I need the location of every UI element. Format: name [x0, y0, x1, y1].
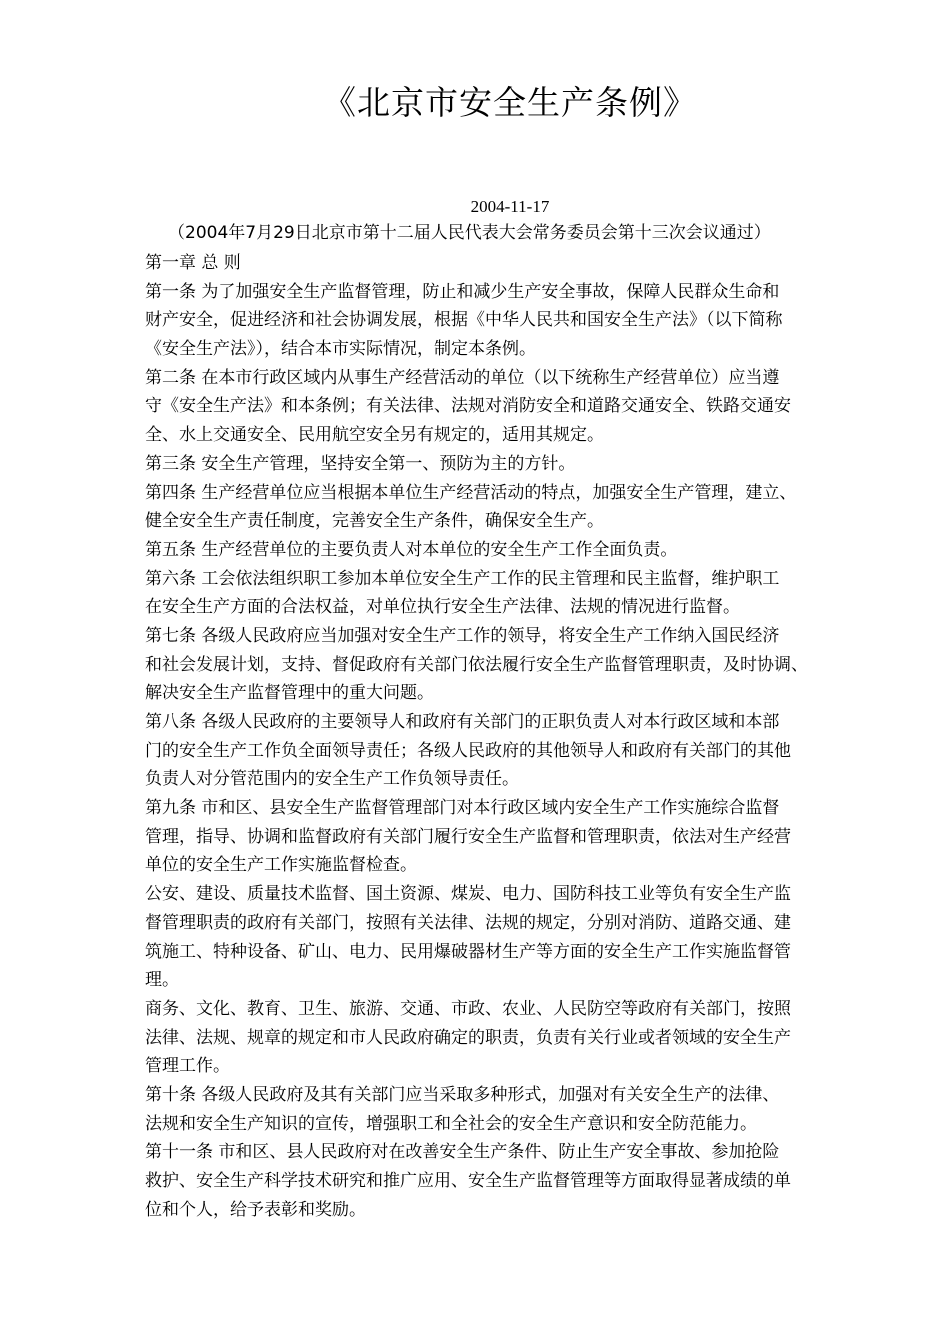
body-text-line: 和社会发展计划，支持、督促政府有关部门依法履行安全生产监督管理职责，及时协调、	[145, 654, 808, 675]
body-text-line: 负责人对分管范围内的安全生产工作负领导责任。	[145, 769, 519, 790]
document-body	[145, 249, 885, 1224]
body-text-line: 《安全生产法》），结合本市实际情况，制定本条例。	[145, 339, 536, 360]
body-text-line: 第九条 市和区、县安全生产监督管理部门对本行政区域内安全生产工作实施综合监督	[145, 798, 780, 819]
body-text-line: 公安、建设、质量技术监督、国土资源、煤炭、电力、国防科技工业等负有安全生产监	[145, 884, 791, 905]
body-text-line: 守《安全生产法》和本条例；有关法律、法规对消防安全和道路交通安全、铁路交通安	[145, 396, 791, 417]
body-text-line: 法规和安全生产知识的宣传，增强职工和全社会的安全生产意识和安全防范能力。	[145, 1113, 757, 1134]
body-text-line: 第二条 在本市行政区域内从事生产经营活动的单位（以下统称生产经营单位）应当遵	[145, 367, 780, 388]
body-text-line: 救护、安全生产科学技术研究和推广应用、安全生产监督管理等方面取得显著成绩的单	[145, 1171, 791, 1191]
body-text-line: 健全安全生产责任制度，完善安全生产条件，确保安全生产。	[145, 511, 604, 532]
document-date: 2004-11-17	[470, 197, 550, 216]
body-text-line: 在安全生产方面的合法权益，对单位执行安全生产法律、法规的情况进行监督。	[145, 597, 740, 618]
body-text-line: 第一条 为了加强安全生产监督管理，防止和减少生产安全事故，保障人民群众生命和	[145, 281, 780, 302]
body-text-line: 筑施工、特种设备、矿山、电力、民用爆破器材生产等方面的安全生产工作实施监督管	[145, 941, 791, 962]
body-text-line: 第一章 总 则	[145, 253, 241, 273]
body-text-line: 位和个人，给予表彰和奖励。	[145, 1199, 366, 1220]
body-text-line: 解决安全生产监督管理中的重大问题。	[145, 683, 434, 704]
body-text-line: 督管理职责的政府有关部门，按照有关法律、法规的规定，分别对消防、道路交通、建	[145, 912, 791, 933]
body-text-line: 第四条 生产经营单位应当根据本单位生产经营活动的特点，加强安全生产管理，建立、	[145, 482, 797, 503]
body-text-line: 管理工作。	[145, 1056, 230, 1077]
body-text-line: 第六条 工会依法组织职工参加本单位安全生产工作的民主管理和民主监督，维护职工	[145, 568, 780, 589]
document-title: 《北京市安全生产条例》	[323, 83, 697, 122]
body-text-line: 财产安全，促进经济和社会协调发展，根据《中华人民共和国安全生产法》（以下简称	[145, 310, 783, 331]
body-text-line: 管理，指导、协调和监督政府有关部门履行安全生产监督和管理职责，依法对生产经营	[145, 826, 791, 847]
body-text-line: 第十一条 市和区、县人民政府对在改善安全生产条件、防止生产安全事故、参加抢险	[145, 1142, 780, 1163]
body-text-line: 单位的安全生产工作实施监督检查。	[145, 855, 417, 876]
body-text-line: 商务、文化、教育、卫生、旅游、交通、市政、农业、人民防空等政府有关部门，按照	[145, 998, 791, 1019]
body-text-line: 门的安全生产工作负全面领导责任；各级人民政府的其他领导人和政府有关部门的其他	[145, 740, 791, 761]
body-text-line: 理。	[145, 970, 179, 991]
body-text-line: 第三条 安全生产管理，坚持安全第一、预防为主的方针。	[145, 453, 576, 474]
body-text-line: 法律、法规、规章的规定和市人民政府确定的职责，负责有关行业或者领域的安全生产	[145, 1027, 791, 1048]
body-text-line: 全、水上交通安全、民用航空安全另有规定的，适用其规定。	[145, 425, 604, 446]
document-subtitle: （2004年7月29日北京市第十二届人民代表大会常务委员会第十三次会议通过）	[168, 223, 771, 243]
body-text-line: 第十条 各级人民政府及其有关部门应当采取多种形式，加强对有关安全生产的法律、	[145, 1084, 780, 1105]
body-text-line: 第七条 各级人民政府应当加强对安全生产工作的领导，将安全生产工作纳入国民经济	[145, 625, 780, 646]
body-text-line: 第五条 生产经营单位的主要负责人对本单位的安全生产工作全面负责。	[145, 539, 678, 560]
body-text-line: 第八条 各级人民政府的主要领导人和政府有关部门的正职负责人对本行政区域和本部	[145, 712, 780, 732]
